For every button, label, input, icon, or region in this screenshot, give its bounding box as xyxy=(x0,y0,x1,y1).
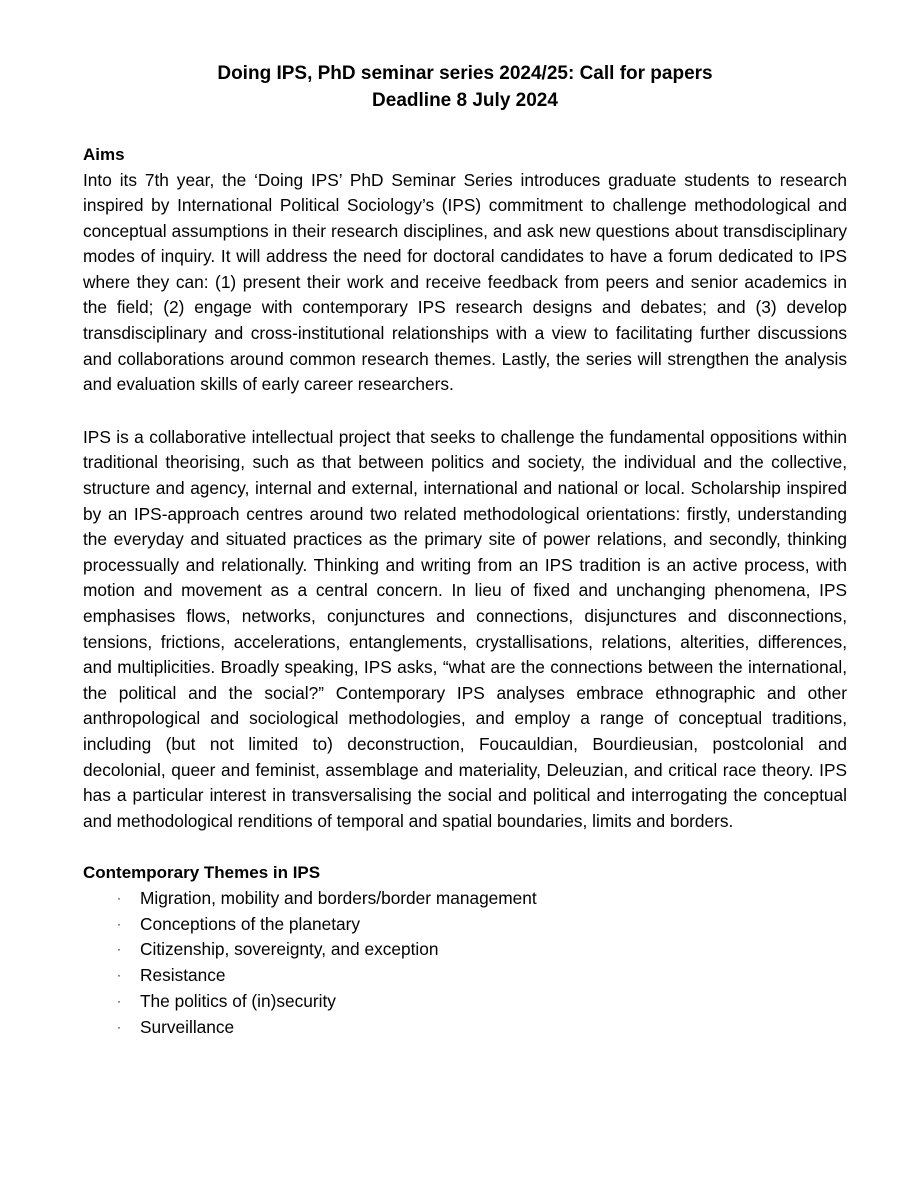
list-item-text: Resistance xyxy=(140,965,226,986)
list-item-text: Migration, mobility and borders/border management xyxy=(140,887,537,908)
bullet-icon: · xyxy=(117,968,121,983)
bullet-icon: · xyxy=(117,916,121,931)
list-item-text: The politics of (in)security xyxy=(140,991,336,1012)
list-item xyxy=(83,937,847,963)
list-item xyxy=(83,963,847,989)
aims-paragraph-1: Into its 7th year, the ‘Doing IPS’ PhD Seminar Series introduces graduate students to research inspired by International Political Sociology’s (IPS) commitment to challenge methodological and conceptual assumptions in their research disciplines, and ask new questions about transdisciplinary modes of inquiry. It will address the need for doctoral candidates to have a forum dedicated to IPS where they can: (1) present their work and receive feedback from peers and senior academics in the field; (2) engage with contemporary IPS research designs and debates; and (3) develop transdisciplinary and cross-institutional relationships with a view to facilitating further discussions and collaborations around common research themes. Lastly, the series will strengthen the analysis and evaluation skills of early career researchers. xyxy=(83,169,847,395)
bullet-icon: · xyxy=(117,890,121,905)
themes-heading: Contemporary Themes in IPS xyxy=(83,863,321,883)
themes-section xyxy=(83,860,847,1040)
aims-section xyxy=(83,142,847,834)
aims-heading: Aims xyxy=(83,145,125,164)
list-item xyxy=(83,886,847,912)
document-page xyxy=(83,60,847,1041)
list-item xyxy=(83,989,847,1015)
document-title xyxy=(83,60,847,114)
list-item xyxy=(83,1015,847,1041)
bullet-icon: · xyxy=(117,1019,121,1034)
aims-paragraph-2: IPS is a collaborative intellectual project that seeks to challenge the fundamental oppositions within traditional theorising, such as that between politics and society, the individual and the collective, structure and agency, internal and external, international and national or local. Scholarship inspired by an IPS-approach centres around two related methodological orientations: firstly, understanding the everyday and situated practices as the primary site of power relations, and secondly, thinking processually and relationally. Thinking and writing from an IPS tradition is an active process, with motion and movement as a central concern. In lieu of fixed and unchanging phenomena, IPS emphasises flows, networks, conjunctures and connections, disjunctures and disconnections, tensions, frictions, accelerations, entanglements, crystallisations, relations, alterities, differences, and multiplicities. Broadly speaking, IPS asks, “what are the connections between the international, the political and the social?” Contemporary IPS analyses embrace ethnographic and other anthropological and sociological methodologies, and employ a range of conceptual traditions, including (but not limited to) deconstruction, Foucauldian, Bourdieusian, postcolonial and decolonial, queer and feminist, assemblage and materiality, Deleuzian, and critical race theory. IPS has a particular interest in transversalising the social and political and interrogating the conceptual and methodological renditions of temporal and spatial boundaries, limits and borders. xyxy=(83,426,847,831)
list-item xyxy=(83,912,847,938)
themes-list xyxy=(83,886,847,1041)
list-item-text: Citizenship, sovereignty, and exception xyxy=(140,939,439,960)
bullet-icon: · xyxy=(117,942,121,957)
title-deadline: Deadline 8 July 2024 xyxy=(372,90,558,111)
title-line-1: Doing IPS, PhD seminar series 2024/25: Call for papers xyxy=(217,63,713,84)
list-item-text: Conceptions of the planetary xyxy=(140,913,360,934)
bullet-icon: · xyxy=(117,994,121,1009)
list-item-text: Surveillance xyxy=(140,1016,235,1037)
